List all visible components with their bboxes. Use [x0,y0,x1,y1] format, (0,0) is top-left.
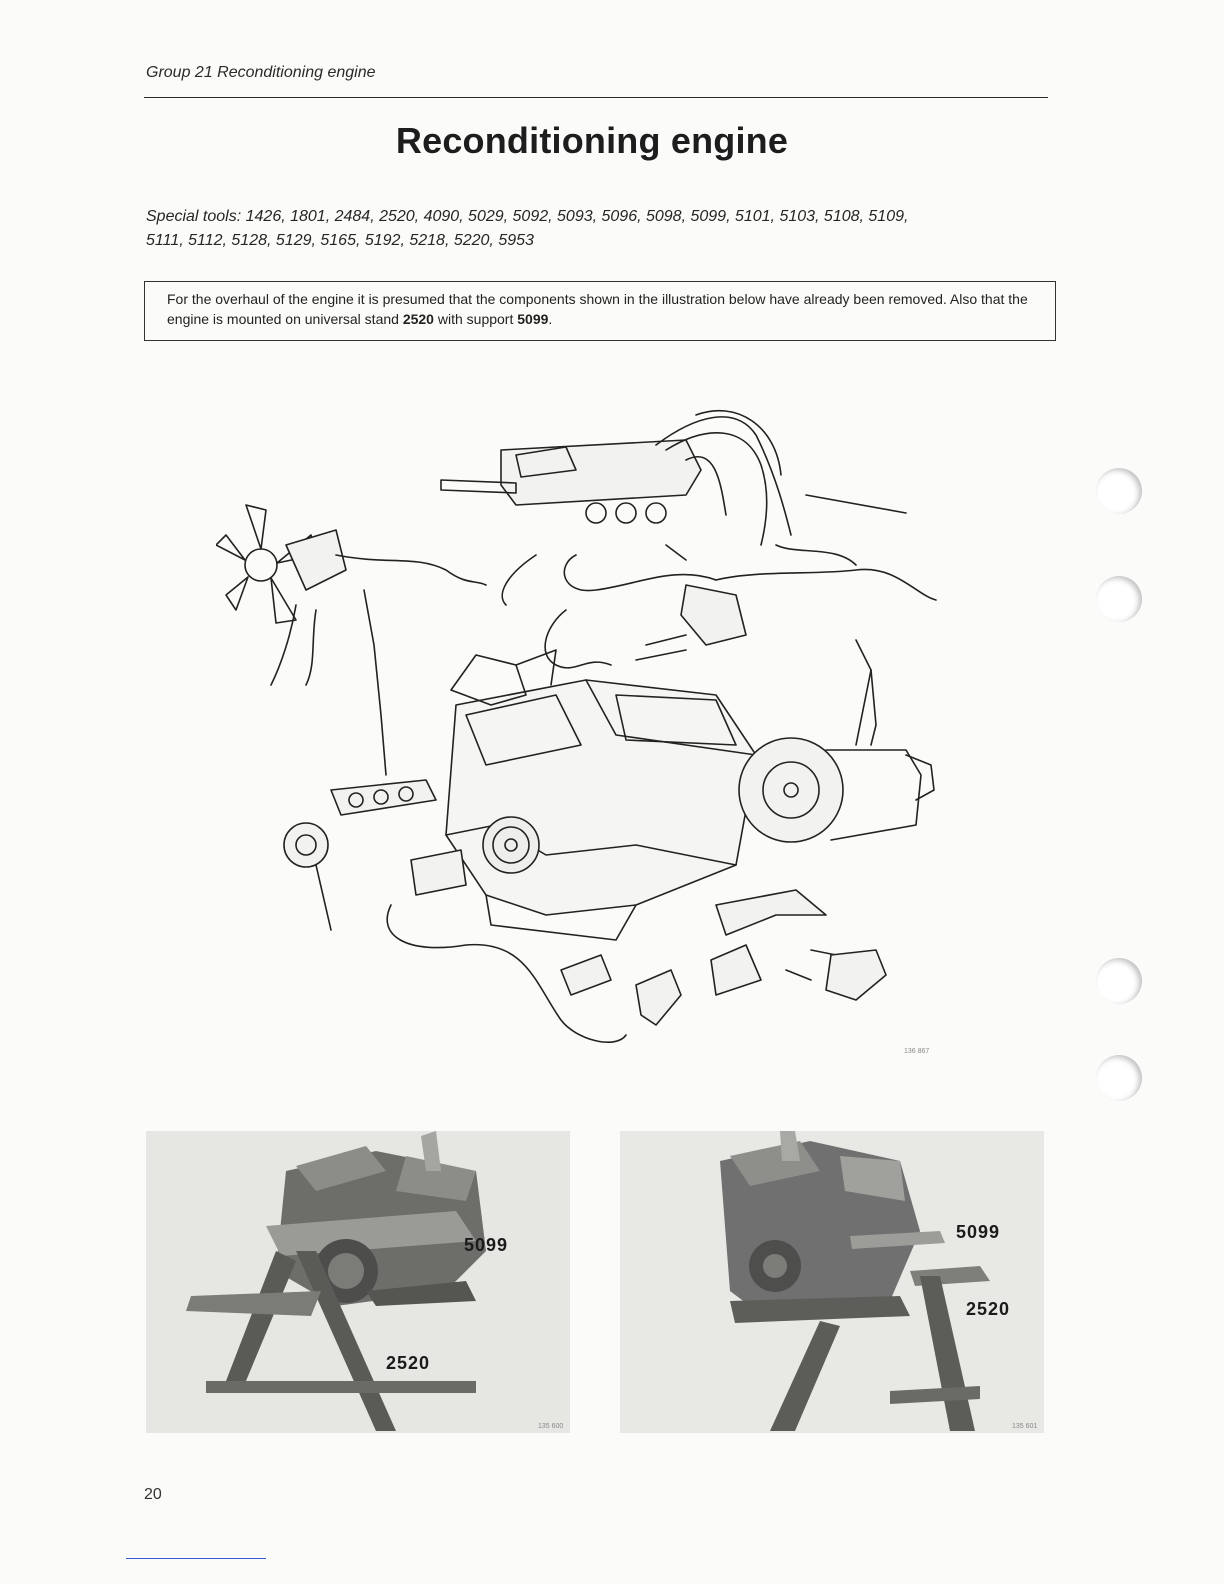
engine-exploded-illustration [216,395,956,1055]
engine-on-stand-photo-left [146,1131,570,1433]
engine-on-stand-photo-right [620,1131,1044,1433]
note-text: For the overhaul of the engine it is presumed that the components shown in the illustration below have already been removed. Also that the engine is mounted on universal stand [167,291,1028,327]
note-support-number: 5099 [517,311,549,327]
special-tools-label: Special tools: [146,208,242,225]
callout-stand-2520-left: 2520 [386,1353,431,1373]
callout-support-5099-left: 5099 [464,1235,509,1255]
bottom-divider [126,1558,266,1559]
binder-hole [1096,468,1142,514]
special-tools-list-line2: 5111, 5112, 5128, 5129, 5165, 5192, 5218, 5220, 5953 [146,232,534,249]
photo-engine-on-stand-right [620,1131,1044,1433]
special-tools-list-line1: 1426, 1801, 2484, 2520, 4090, 5029, 5092, 5093, 5096, 5098, 5099, 5101, 5103, 5108, 5109, [245,208,909,225]
group-header: Group 21 Reconditioning engine [146,64,376,81]
page-title: Reconditioning engine [395,120,789,161]
illustration-figure-code: 136 867 [904,1048,930,1055]
header-divider [144,97,1048,98]
transmission-drawing [739,640,934,842]
photo-engine-on-stand-left [146,1131,570,1433]
binder-hole [1096,958,1142,1004]
fan-drawing [216,505,486,685]
note-stand-number: 2520 [402,311,434,327]
engine-block-drawing [446,650,756,940]
callout-support-5099-right: 5099 [956,1222,1001,1242]
photo-left-figure-code: 135 600 [538,1423,564,1430]
binder-hole [1096,576,1142,622]
intake-manifold-drawing [441,411,906,560]
note-box [144,281,1056,341]
note-text-between: with support [437,311,514,327]
special-tools [146,205,1046,253]
note-text-end: . [548,311,553,327]
binder-hole [1096,1055,1142,1101]
photo-right-figure-code: 135 601 [1012,1423,1038,1430]
page-number: 20 [144,1486,162,1503]
callout-stand-2520-right: 2520 [966,1299,1011,1319]
